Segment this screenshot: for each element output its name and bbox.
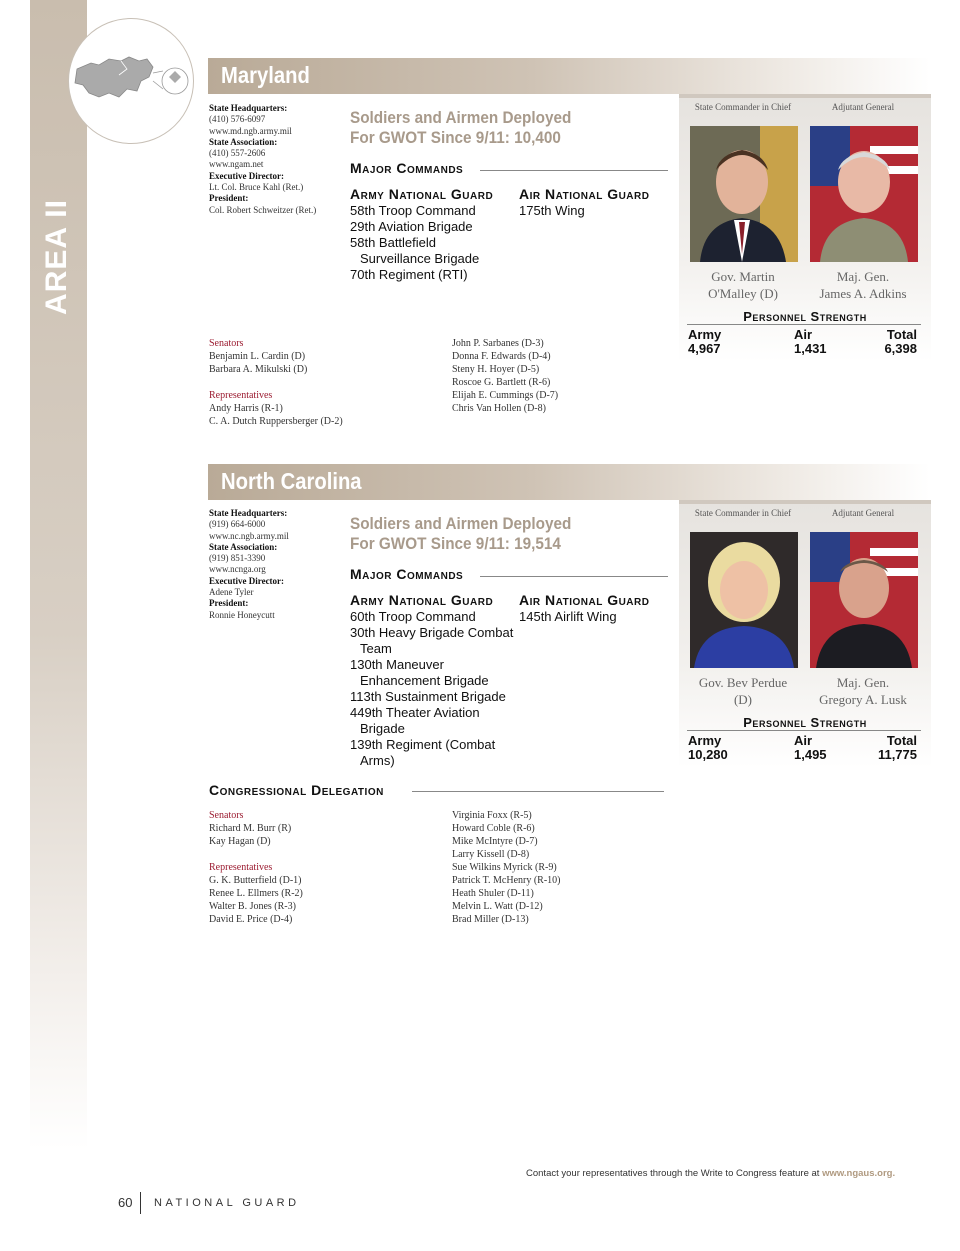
air-guard-title: Air National Guard [519, 592, 650, 608]
governor-name: Gov. Martin O'Malley (D) [708, 269, 778, 301]
website-link[interactable]: www.ngam.net [209, 159, 264, 170]
personnel-strength-title: Personnel Strength [743, 309, 867, 324]
major-commands-title: Major Commands [350, 160, 464, 176]
adjutant-photo [810, 532, 918, 668]
divider [687, 730, 921, 731]
congressional-delegation-title: Congressional Delegation [209, 782, 384, 798]
governor-photo [690, 532, 798, 668]
list-item: 60th Troop Command [350, 609, 476, 624]
adjutant-name: Maj. Gen. James A. Adkins [819, 269, 907, 301]
congress-right-column: John P. Sarbanes (D-3) Donna F. Edwards (D-4) Steny H. Hoyer (D-5) Roscoe G. Bartlett (R-6) Elijah E. Cummings (D-7) Chris Van Hollen (D-8) [452, 338, 559, 414]
congress-left-column: Senators Richard M. Burr (R) Kay Hagan (D) Representatives G. K. Butterfield (D-1) Renee L. Ellmers (R-2) Walter B. Jones (R-3) David E. Price (D-4) [209, 810, 303, 925]
divider [412, 791, 664, 792]
area-sidebar [30, 0, 87, 1150]
divider [480, 170, 668, 171]
divider [480, 576, 668, 577]
website-link[interactable]: www.md.ngb.army.mil [209, 125, 292, 136]
website-link[interactable]: www.ncnga.org [209, 564, 266, 575]
list-item: 113th Sustainment Brigade [350, 689, 506, 704]
army-strength: 10,280 [688, 747, 728, 762]
army-strength: 4,967 [688, 341, 721, 356]
adjutant-photo [810, 126, 918, 262]
governor-name: Gov. Bev Perdue (D) [698, 675, 788, 707]
leadership-panel: State Commander in Chief Adjutant General Gov. Bev Perdue (D) Maj. Gen. Gregory A. Lusk Personnel Strength Army Air Total 10,280 1,495 11,775 [679, 500, 931, 768]
leadership-panel: State Commander in Chief Adjutant General Gov. Martin O'Malley (D) Maj. Gen. James A. Adkins Personnel Strength Army Air Total 4,967 1,431 6,398 [679, 94, 931, 362]
governor-photo [690, 126, 798, 262]
congress-left-column: Senators Benjamin L. Cardin (D) Barbara A. Mikulski (D) Representatives Andy Harris (R-1) C. A. Dutch Ruppersberger (D-2) [209, 338, 343, 427]
footer-divider [140, 1192, 141, 1214]
list-item: 175th Wing [519, 203, 585, 218]
list-item: 29th Aviation Brigade [350, 219, 473, 234]
footer-contact: Contact your representatives through the Write to Congress feature at www.ngaus.org. [526, 1168, 896, 1179]
air-commands-list [519, 609, 669, 625]
list-item: 449th Theater Aviation Brigade [350, 705, 480, 736]
list-item: 58th Troop Command [350, 203, 476, 218]
state-header-north-carolina: North Carolina [208, 464, 930, 500]
list-item: 30th Heavy Brigade Combat Team [350, 625, 514, 656]
region-map-icon [68, 18, 194, 144]
ngaus-link[interactable]: www.ngaus.org. [822, 1168, 896, 1179]
personnel-strength-title: Personnel Strength [743, 715, 867, 730]
list-item: 145th Airlift Wing [519, 609, 617, 624]
adjutant-name: Maj. Gen. Gregory A. Lusk [819, 675, 907, 707]
area-label: AREA II [40, 199, 73, 315]
deployed-count: Soldiers and Airmen Deployed For GWOT Since 9/11: 19,514 [350, 514, 572, 553]
publication-name: NATIONAL GUARD [154, 1197, 300, 1209]
total-strength: 6,398 [884, 341, 917, 356]
state-contact-info: State Headquarters: (919) 664-6000 www.nc.ngb.army.mil State Association: (919) 851-3390 www.ncnga.org Executive Director: Adene Tyler President: Ronnie Honeycutt [209, 508, 344, 621]
air-label: Air [794, 733, 813, 748]
list-item: 130th Maneuver Enhancement Brigade [350, 657, 489, 688]
army-label: Army [688, 733, 722, 748]
congress-right-column: Virginia Foxx (R-5) Howard Coble (R-6) Mike McIntyre (D-7) Larry Kissell (D-8) Sue Wilkins Myrick (R-9) Patrick T. McHenry (R-10) Heath Shuler (D-11) Melvin L. Watt (D-12) Brad Miller (D-13) [452, 810, 561, 925]
army-commands-list [350, 609, 525, 769]
list-item: 70th Regiment (RTI) [350, 267, 468, 282]
divider [687, 324, 921, 325]
air-guard-title: Air National Guard [519, 186, 650, 202]
air-commands-list [519, 203, 669, 219]
army-guard-title: Army National Guard [350, 186, 494, 202]
army-commands-list [350, 203, 520, 283]
total-label: Total [886, 327, 917, 342]
air-strength: 1,431 [794, 341, 827, 356]
list-item: 58th Battlefield Surveillance Brigade [350, 235, 480, 266]
total-label: Total [886, 733, 917, 748]
army-guard-title: Army National Guard [350, 592, 494, 608]
total-strength: 11,775 [877, 747, 917, 762]
list-item: 139th Regiment (Combat Arms) [350, 737, 496, 768]
state-header-maryland: Maryland [208, 58, 930, 94]
major-commands-title: Major Commands [350, 566, 464, 582]
website-link[interactable]: www.nc.ngb.army.mil [209, 530, 289, 541]
page-number: 60 [118, 1195, 133, 1210]
state-contact-info: State Headquarters: (410) 576-6097 www.md.ngb.army.mil State Association: (410) 557-2606 www.ngam.net Executive Director: Lt. Col. Bruce Kahl (Ret.) President: Col. Robert Schweitzer (Ret.) [209, 103, 344, 216]
air-strength: 1,495 [794, 747, 827, 762]
air-label: Air [794, 327, 813, 342]
army-label: Army [688, 327, 722, 342]
deployed-count: Soldiers and Airmen Deployed For GWOT Since 9/11: 10,400 [350, 108, 572, 147]
